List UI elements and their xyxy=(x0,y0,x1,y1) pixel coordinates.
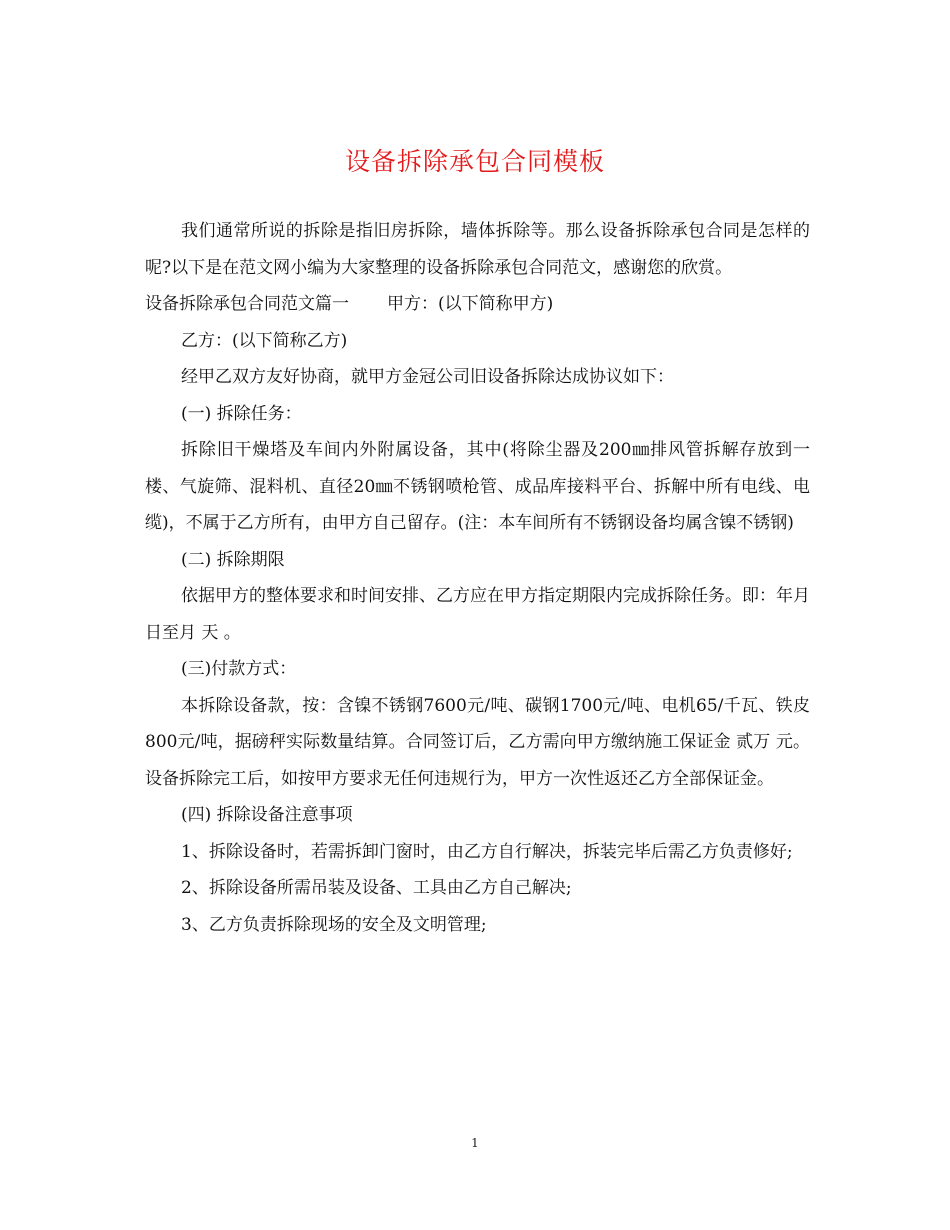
party-a: 甲方：(以下简称甲方) xyxy=(387,294,554,314)
clause3-title: (三)付款方式： xyxy=(181,659,297,679)
list-item: 1、拆除设备时，若需拆卸门窗时，由乙方自行解决，拆装完毕后需乙方负责修好; xyxy=(181,841,793,862)
section-heading-line xyxy=(145,286,810,323)
clause2-text: 依据甲方的整体要求和时间安排、乙方应在甲方指定期限内完成拆除任务。即：年月日至月 天 。 xyxy=(145,586,810,643)
clause4-title: (四) 拆除设备注意事项 xyxy=(181,805,353,825)
clause1-text: 拆除旧干燥塔及车间内外附属设备，其中(将除尘器及200㎜排风管拆解存放到一楼、气旋筛、混料机、直径20㎜不锈钢喷枪管、成品库接料平台、拆解中所有电线、电缆)，不属于乙方所有，由甲方自己留存。(注：本车间所有不锈钢设备均属含镍不锈钢) xyxy=(145,440,810,533)
intro-paragraph: 我们通常所说的拆除是指旧房拆除，墙体拆除等。那么设备拆除承包合同是怎样的呢?以下是在范文网小编为大家整理的设备拆除承包合同范文，感谢您的欣赏。 xyxy=(145,221,810,278)
clause2-title: (二) 拆除期限 xyxy=(181,549,285,570)
list-item: 2、拆除设备所需吊装及设备、工具由乙方自己解决; xyxy=(181,878,572,898)
document-title: 设备拆除承包合同模板 xyxy=(344,147,605,176)
list-item: 3、乙方负责拆除现场的安全及文明管理; xyxy=(181,914,487,935)
section-heading: 设备拆除承包合同范文篇一 xyxy=(145,294,349,314)
clause1-title: (一) 拆除任务： xyxy=(181,403,302,424)
clause3-text: 本拆除设备款，按：含镍不锈钢7600元/吨、碳钢1700元/吨、电机65/千瓦、铁皮800元/吨，据磅秤实际数量结算。合同签订后，乙方需向甲方缴纳施工保证金 贰万 元。设备拆除完工后，如按甲方要求无任何违规行为，甲方一次性返还乙方全部保证金。 xyxy=(145,695,810,789)
document-body xyxy=(145,213,810,943)
agreement-paragraph: 经甲乙双方友好协商，就甲方金冠公司旧设备拆除达成协议如下： xyxy=(181,367,674,387)
page-number: 1 xyxy=(471,1136,479,1150)
party-b: 乙方：(以下简称乙方) xyxy=(181,330,348,351)
